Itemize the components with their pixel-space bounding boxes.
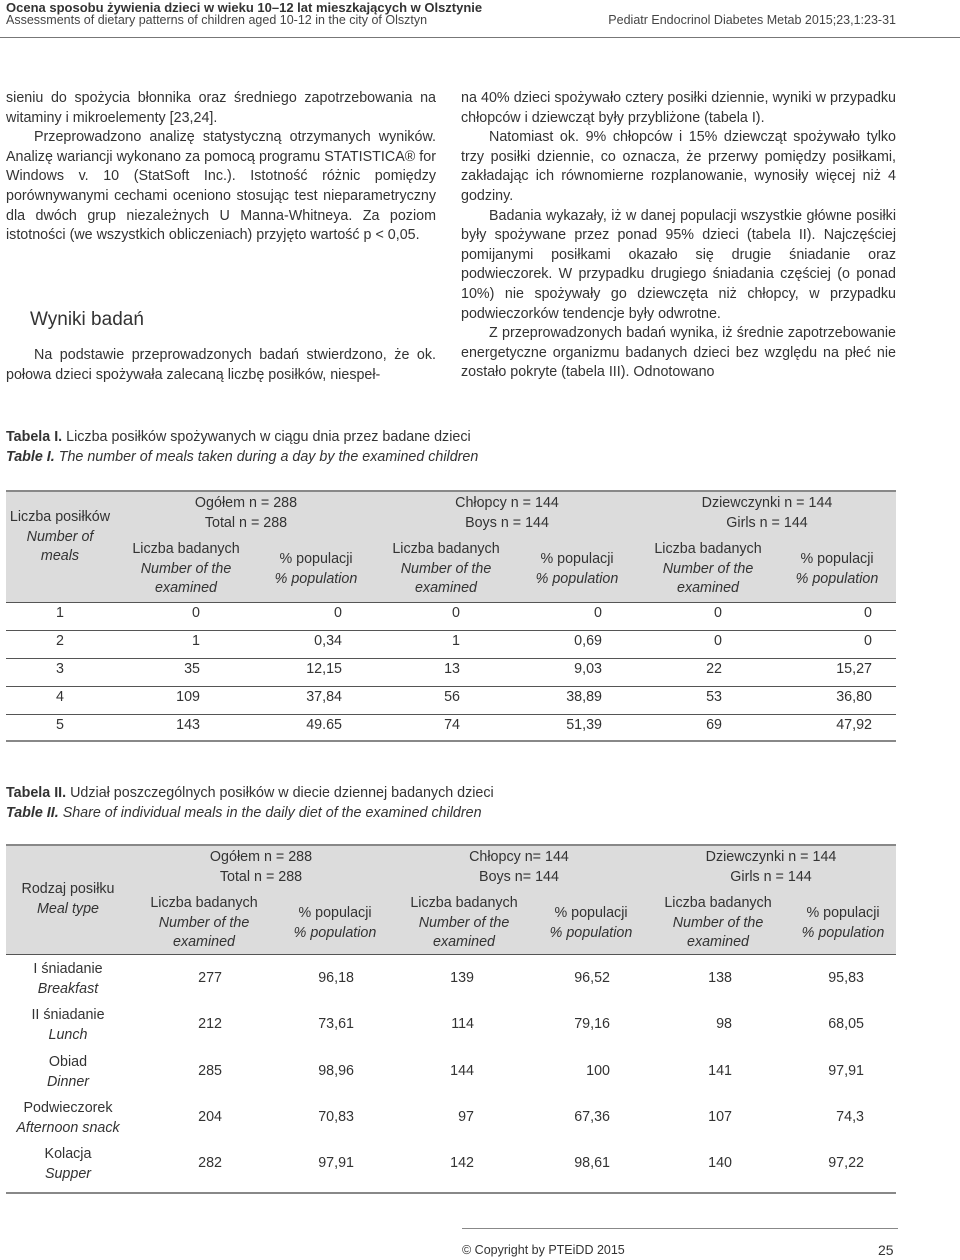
cell-total-percent: 12,15: [306, 661, 342, 677]
subheader-percent: % populacji % population: [535, 551, 619, 587]
subheader-count: Liczba badanych Number of the examined: [150, 895, 258, 951]
row-label-meal: I śniadanie Breakfast: [33, 961, 103, 997]
journal-citation: Pediatr Endocrinol Diabetes Metab 2015;23,1:23-31: [608, 13, 896, 27]
subheader-count: Liczba badanych Number of the examined: [654, 541, 762, 597]
cell-boys-count: 114: [451, 1016, 474, 1032]
table-2-caption: [6, 784, 494, 823]
cell-meals: 4: [56, 689, 64, 705]
running-title-polish: Ocena sposobu żywienia dzieci w wieku 10–12 lat mieszkających w Olsztynie: [6, 0, 483, 15]
column-header-meal-type: Rodzaj posiłku Meal type: [21, 881, 115, 917]
table-rule: [6, 954, 896, 955]
cell-girls-count: 0: [714, 605, 722, 621]
cell-girls-percent: 68,05: [828, 1016, 864, 1032]
cell-boys-percent: 0: [594, 605, 602, 621]
subheader-count: Liczba badanych Number of the examined: [392, 541, 500, 597]
results-paragraph: [6, 346, 436, 385]
paragraph: Badania wykazały, iż w danej populacji wszystkie główne posiłki były spożywane przez ponad 95% dzieci (tabela II). Najczęściej pomijanymi posiłkami okazało się drugie śniadanie oraz podwieczorek. W przypadku drugiego śniadania częściej (o ponad 10%) nie spożywały go dziewczęta niż chłopcy, w przypadku podwieczorków tendencje były odwrotne.: [461, 207, 896, 322]
cell-total-percent: 0,34: [314, 633, 342, 649]
caption-label: Table I.: [6, 448, 55, 465]
cell-girls-percent: 95,83: [828, 970, 864, 986]
cell-total-count: 277: [198, 970, 222, 986]
cell-meals: 2: [56, 633, 64, 649]
cell-total-percent: 0: [334, 605, 342, 621]
caption-text: Udział poszczególnych posiłków w diecie dziennej badanych dzieci: [70, 785, 494, 801]
cell-girls-count: 0: [714, 633, 722, 649]
caption-text: The number of meals taken during a day by the examined children: [58, 448, 479, 465]
cell-total-count: 212: [198, 1016, 222, 1032]
table-rule: [6, 490, 896, 492]
subheader-percent: % populacji % population: [549, 905, 633, 941]
cell-boys-count: 142: [450, 1155, 474, 1171]
cell-girls-percent: 47,92: [836, 717, 872, 733]
cell-total-percent: 96,18: [318, 970, 354, 986]
cell-meals: 5: [56, 717, 64, 733]
cell-girls-count: 69: [706, 717, 722, 733]
caption-label: Table II.: [6, 804, 59, 821]
cell-boys-count: 97: [458, 1109, 474, 1125]
cell-meals: 3: [56, 661, 64, 677]
subheader-count: Liczba badanych Number of the examined: [132, 541, 240, 597]
paragraph: Przeprowadzono analizę statystyczną otrzymanych wyników. Analizę wariancji wykonano za pomocą programu STATISTICA® for Windows v. 10 (StatSoft Inc.). Istotność różnic pomiędzy porównywanymi cechami oceniono stosując test nieparametryczny dla dwóch grup niezależnych U Manna-Whitneya. Za poziom istotności (we wszystkich obliczeniach) przyjęto wartość p < 0,05.: [6, 129, 436, 244]
subheader-percent: % populacji % population: [801, 905, 885, 941]
cell-boys-percent: 96,52: [574, 970, 610, 986]
cell-total-count: 285: [198, 1063, 222, 1079]
cell-boys-count: 13: [444, 661, 460, 677]
cell-girls-percent: 36,80: [836, 689, 872, 705]
running-title-english: Assessments of dietary patterns of children aged 10-12 in the city of Olsztyn: [6, 13, 428, 27]
cell-boys-percent: 67,36: [574, 1109, 610, 1125]
paragraph: na 40% dzieci spożywało cztery posiłki dziennie, wyniki w przypadku chłopców i dziewcząt były przybliżone (tabela I).: [461, 90, 896, 126]
subheader-count: Liczba badanych Number of the examined: [664, 895, 772, 951]
cell-girls-count: 141: [708, 1063, 732, 1079]
row-label-meal: Kolacja Supper: [44, 1146, 92, 1182]
subheader-percent: % populacji % population: [293, 905, 377, 941]
cell-total-count: 109: [176, 689, 200, 705]
footer-divider: [462, 1228, 898, 1229]
subheader-percent: % populacji % population: [795, 551, 879, 587]
cell-total-count: 1: [192, 633, 200, 649]
cell-girls-percent: 97,22: [828, 1155, 864, 1171]
table-rule: [6, 844, 896, 846]
cell-girls-count: 98: [716, 1016, 732, 1032]
left-column: [6, 89, 436, 246]
cell-total-count: 35: [184, 661, 200, 677]
cell-boys-percent: 100: [586, 1063, 610, 1079]
cell-girls-percent: 0: [864, 633, 872, 649]
section-heading: Wyniki badań: [30, 309, 144, 330]
cell-boys-count: 139: [450, 970, 474, 986]
cell-boys-count: 0: [452, 605, 460, 621]
group-header-boys: Chłopcy n= 144 Boys n= 144: [469, 849, 569, 885]
table-rule: [6, 740, 896, 742]
cell-boys-percent: 51,39: [566, 717, 602, 733]
cell-boys-percent: 38,89: [566, 689, 602, 705]
table-rule: [6, 630, 896, 631]
cell-boys-count: 144: [450, 1063, 474, 1079]
cell-total-count: 282: [198, 1155, 222, 1171]
cell-boys-count: 1: [452, 633, 460, 649]
paragraph: Na podstawie przeprowadzonych badań stwierdzono, że ok. połowa dzieci spożywała zalecaną liczbę posiłków, niespeł-: [6, 347, 436, 383]
table-2: [6, 844, 896, 1204]
cell-girls-count: 140: [708, 1155, 732, 1171]
cell-total-count: 0: [192, 605, 200, 621]
cell-total-count: 204: [198, 1109, 222, 1125]
row-label-meal: Podwieczorek Afternoon snack: [16, 1100, 120, 1136]
cell-total-percent: 37,84: [306, 689, 342, 705]
cell-boys-count: 56: [444, 689, 460, 705]
cell-total-percent: 70,83: [318, 1109, 354, 1125]
cell-total-percent: 49.65: [306, 717, 342, 733]
subheader-count: Liczba badanych Number of the examined: [410, 895, 518, 951]
subheader-percent: % populacji % population: [274, 551, 358, 587]
cell-total-percent: 97,91: [318, 1155, 354, 1171]
cell-girls-percent: 0: [864, 605, 872, 621]
table-rule: [6, 714, 896, 715]
cell-meals: 1: [56, 605, 64, 621]
row-label-meal: II śniadanie Lunch: [31, 1007, 105, 1043]
caption-label: Tabela I.: [6, 429, 63, 445]
table-rule: [6, 686, 896, 687]
right-column: [461, 89, 896, 383]
cell-boys-count: 74: [444, 717, 460, 733]
paragraph: sieniu do spożycia błonnika oraz średniego zapotrzebowania na witaminy i mikroelementy [23,24].: [6, 90, 436, 126]
cell-girls-percent: 74,3: [836, 1109, 864, 1125]
group-header-total: Ogółem n = 288 Total n = 288: [209, 849, 313, 885]
cell-boys-percent: 79,16: [574, 1016, 610, 1032]
cell-boys-percent: 98,61: [574, 1155, 610, 1171]
cell-girls-count: 107: [708, 1109, 732, 1125]
header-divider: [0, 37, 960, 38]
table-1: [6, 490, 896, 770]
table-1-caption: [6, 428, 478, 467]
cell-boys-percent: 9,03: [574, 661, 602, 677]
group-header-girls: Dziewczynki n = 144 Girls n = 144: [701, 495, 833, 531]
paragraph: Z przeprowadzonych badań wynika, iż średnie zapotrzebowanie energetyczne organizmu badanych dzieci bez względu na płeć nie zostało pokryte (tabela III). Odnotowano: [461, 325, 896, 381]
cell-boys-percent: 0,69: [574, 633, 602, 649]
cell-girls-percent: 97,91: [828, 1063, 864, 1079]
group-header-total: Ogółem n = 288 Total n = 288: [194, 495, 298, 531]
cell-total-percent: 98,96: [318, 1063, 354, 1079]
cell-girls-count: 138: [708, 970, 732, 986]
cell-total-count: 143: [176, 717, 200, 733]
table-rule: [6, 602, 896, 603]
cell-total-percent: 73,61: [318, 1016, 354, 1032]
page-number: 25: [878, 1242, 894, 1258]
row-label-meal: Obiad Dinner: [46, 1054, 90, 1090]
cell-girls-percent: 15,27: [836, 661, 872, 677]
cell-girls-count: 53: [706, 689, 722, 705]
caption-text: Liczba posiłków spożywanych w ciągu dnia przez badane dzieci: [66, 429, 471, 445]
paragraph: Natomiast ok. 9% chłopców i 15% dziewcząt spożywało tylko trzy posiłki dziennie, co oznacza, że przerwy pomiędzy posiłkami, zakładając ich równomierne rozplanowanie, wynosiły więcej niż 4 godziny.: [461, 129, 896, 204]
caption-text: Share of individual meals in the daily diet of the examined children: [62, 804, 482, 821]
group-header-girls: Dziewczynki n = 144 Girls n = 144: [705, 849, 837, 885]
column-header-meals: Liczba posiłków Number of meals: [9, 509, 111, 565]
group-header-boys: Chłopcy n = 144 Boys n = 144: [455, 495, 559, 531]
copyright-notice: © Copyright by PTEiDD 2015: [462, 1243, 625, 1257]
table-rule: [6, 658, 896, 659]
caption-label: Tabela II.: [6, 785, 67, 801]
table-rule: [6, 1192, 896, 1194]
cell-girls-count: 22: [706, 661, 722, 677]
